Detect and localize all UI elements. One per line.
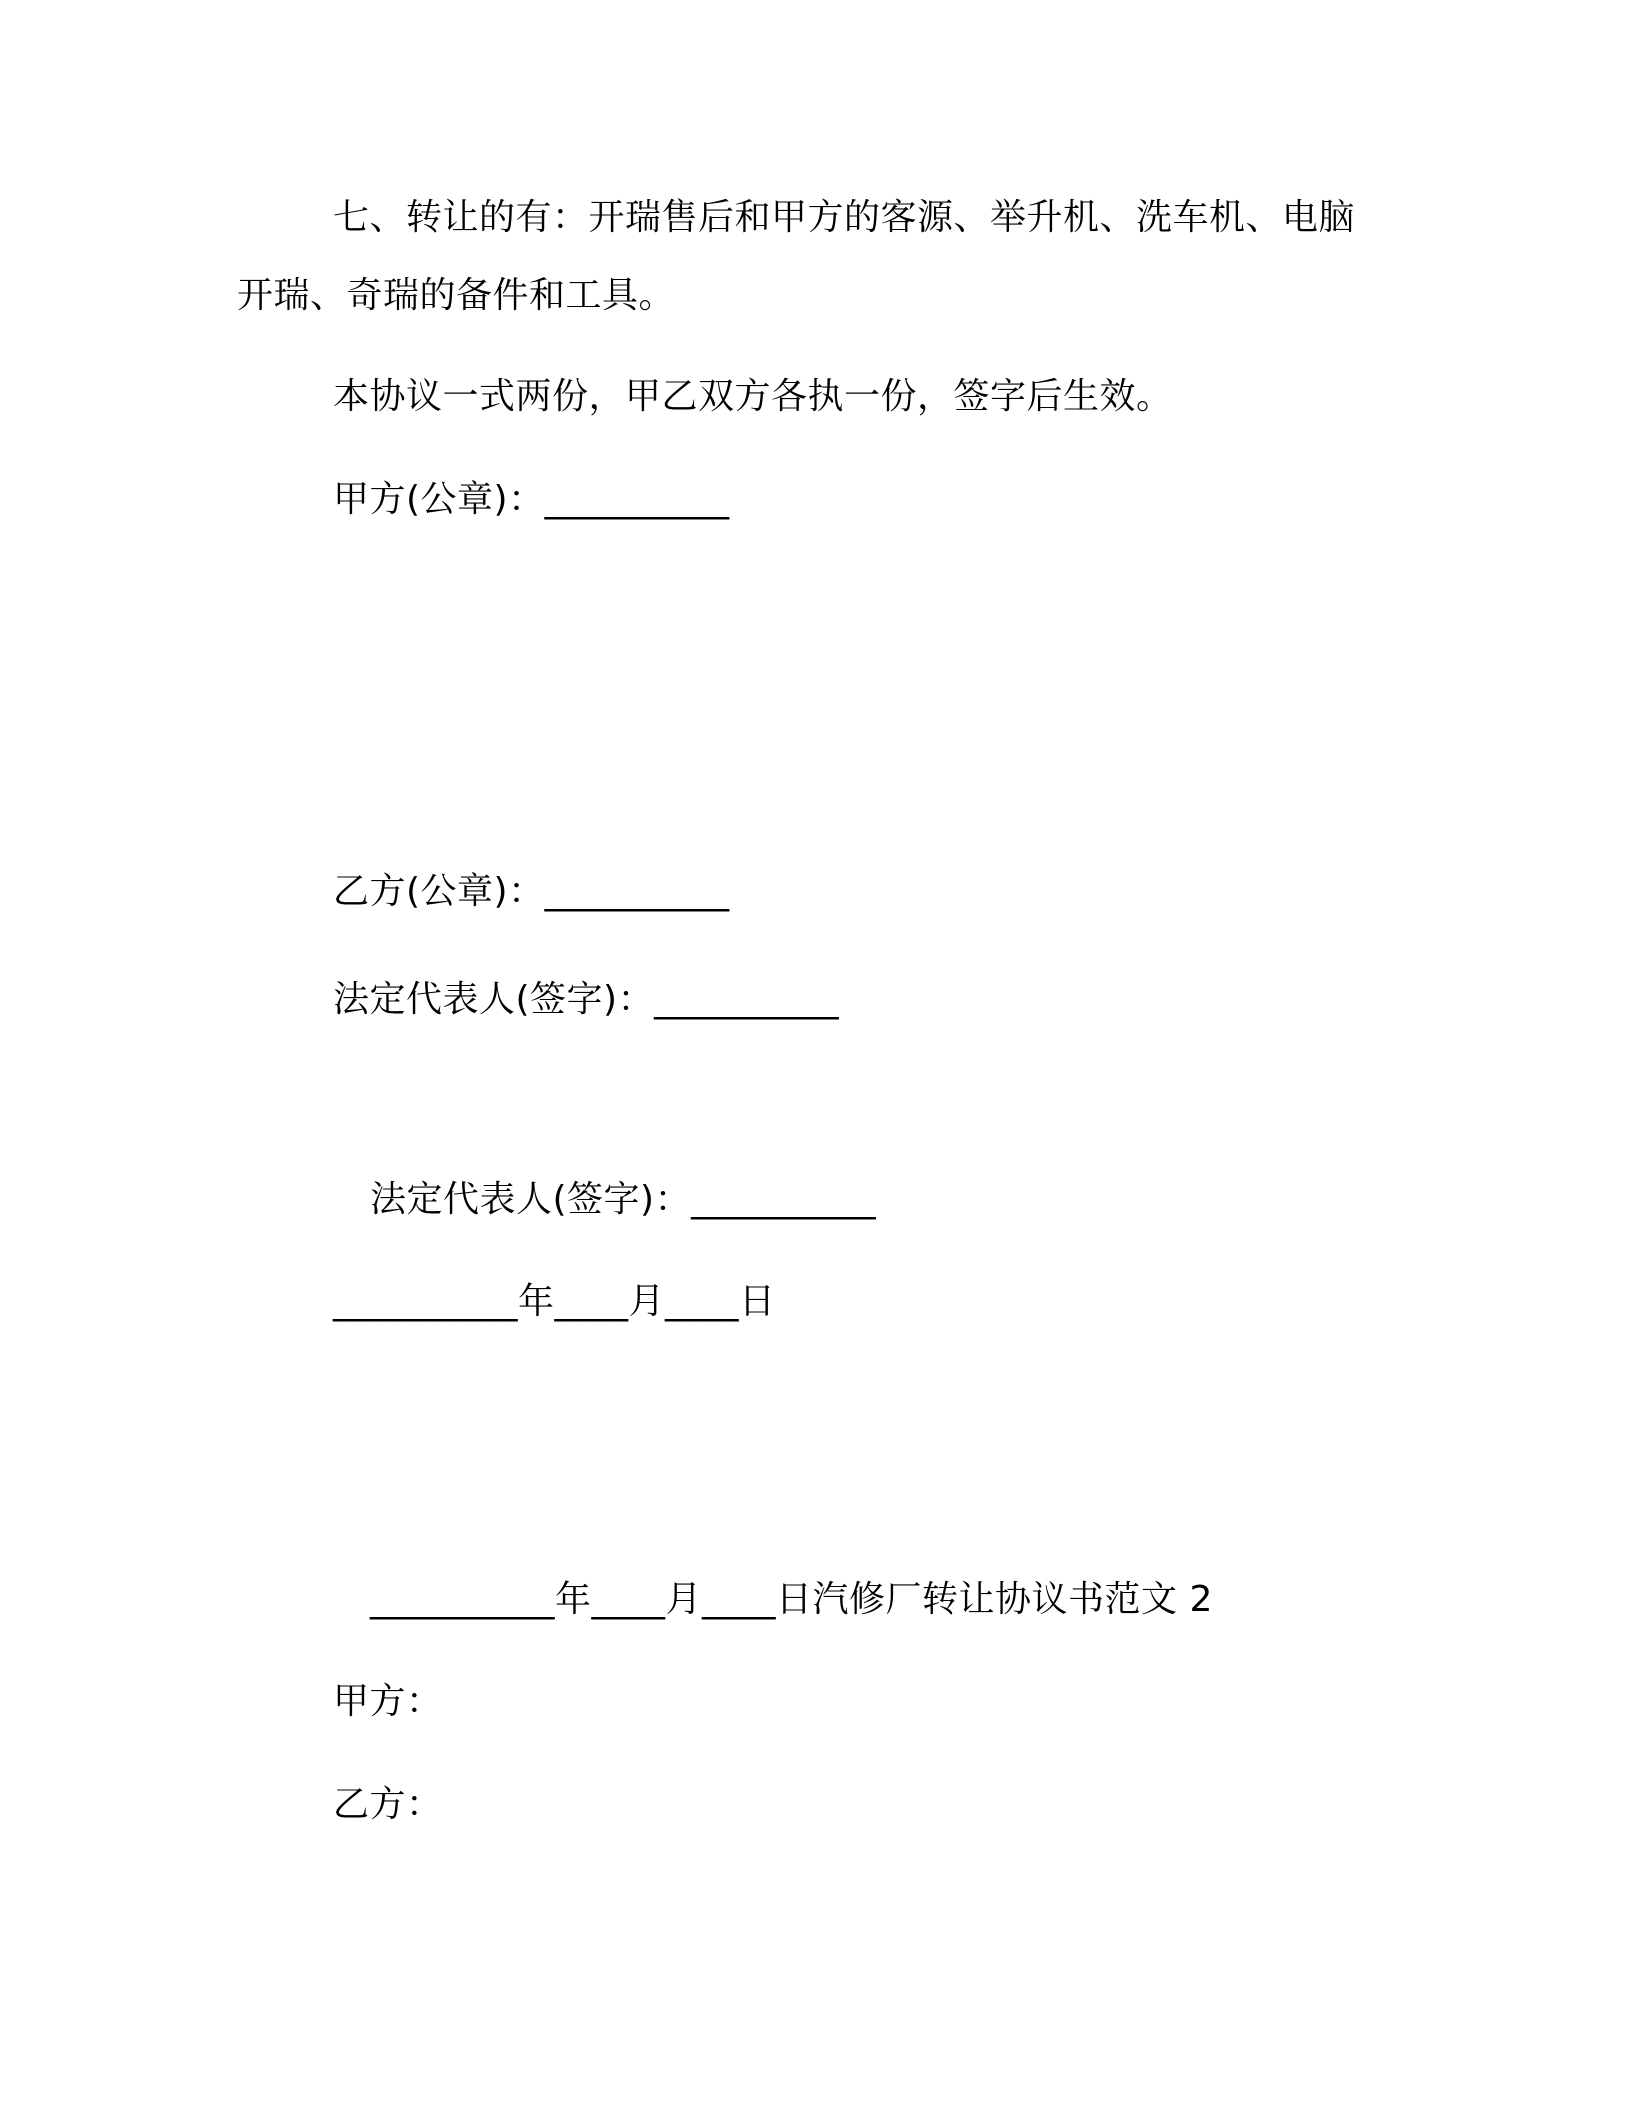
party-a-label: 甲方： [333,1681,443,1722]
agreement-copies-text: 本协议一式两份，甲乙双方各执一份，签字后生效。 [333,376,1173,417]
legal-rep-signature-line-1: 法定代表人(签字)：__________ [333,979,840,1020]
clause-7-line-1: 七、转让的有：开瑞售后和甲方的客源、举升机、洗车机、电脑 [333,197,1356,238]
party-b-label: 乙方： [333,1784,443,1825]
next-agreement-title: __________年____月____日汽修厂转让协议书范文 2 [370,1579,1213,1620]
party-a-seal-line: 甲方(公章)：__________ [333,479,730,520]
date-line: __________年____月____日 [333,1281,776,1322]
clause-7-line-2: 开瑞、奇瑞的备件和工具。 [237,275,676,316]
legal-rep-signature-line-2: 法定代表人(签字)：__________ [370,1179,877,1220]
party-b-seal-line: 乙方(公章)：__________ [333,871,730,912]
